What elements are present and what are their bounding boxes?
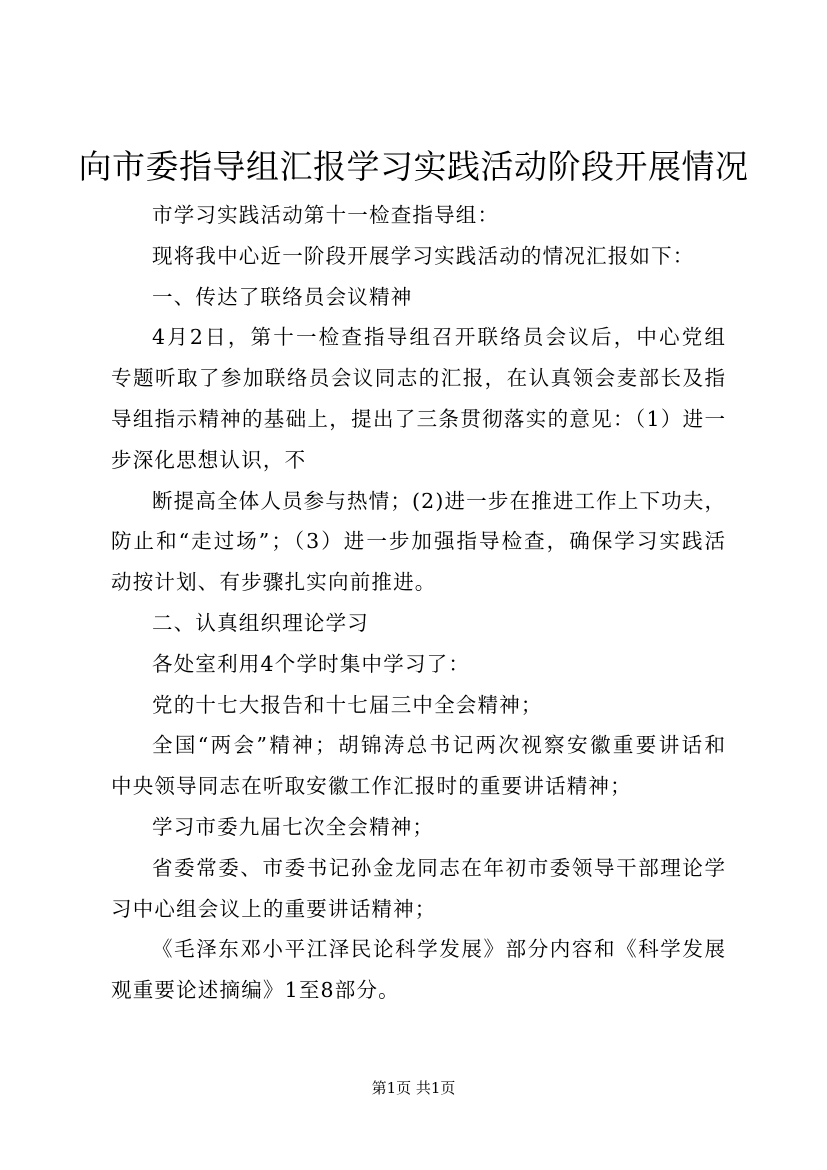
body-line: 省委常委、市委书记孙金龙同志在年初市委领导干部理论学 bbox=[152, 855, 727, 880]
body-line: 《毛泽东邓小平江泽民论科学发展》部分内容和《科学发展 bbox=[152, 937, 727, 962]
body-line: 市学习实践活动第十一检查指导组： bbox=[152, 203, 500, 227]
body-line: 断提高全体人员参与热情；(2)进一步在推进工作上下功夫， bbox=[152, 488, 727, 513]
page-footer: 第1页 共1页 bbox=[371, 1079, 456, 1097]
body-line: 习中心组会议上的重要讲话精神； bbox=[111, 896, 437, 921]
body-line: 观重要论述摘编》1至8部分。 bbox=[111, 978, 400, 1003]
body-line: 现将我中心近一阶段开展学习实践活动的情况汇报如下： bbox=[152, 243, 695, 268]
body-line: 各处室利用4个学时集中学习了： bbox=[152, 651, 471, 676]
body-line: 中央领导同志在听取安徽工作汇报时的重要讲话精神； bbox=[111, 774, 632, 799]
document-body bbox=[111, 195, 728, 1011]
body-line: 全国“两会”精神；胡锦涛总书记两次视察安徽重要讲话和 bbox=[152, 733, 728, 758]
body-line: 二、认真组织理论学习 bbox=[152, 610, 369, 635]
body-line: 动按计划、有步骤扎实向前推进。 bbox=[111, 570, 437, 595]
body-line: 专题听取了参加联络员会议同志的汇报，在认真领会麦部长及指 bbox=[111, 366, 727, 391]
body-line: 防止和“走过场”；（3）进一步加强指导检查，确保学习实践活 bbox=[111, 529, 728, 554]
body-line: 步深化思想认识，不 bbox=[111, 447, 307, 472]
document-title: 向市委指导组汇报学习实践活动阶段开展情况 bbox=[78, 147, 749, 186]
body-line: 一、传达了联络员会议精神 bbox=[152, 284, 413, 309]
body-line: 党的十七大报告和十七届三中全会精神； bbox=[152, 692, 543, 717]
body-line: 4月2日，第十一检查指导组召开联络员会议后，中心党组 bbox=[152, 325, 728, 350]
body-line: 导组指示精神的基础上，提出了三条贯彻落实的意见：（1）进一 bbox=[111, 406, 727, 431]
body-line: 学习市委九届七次全会精神； bbox=[152, 814, 435, 839]
